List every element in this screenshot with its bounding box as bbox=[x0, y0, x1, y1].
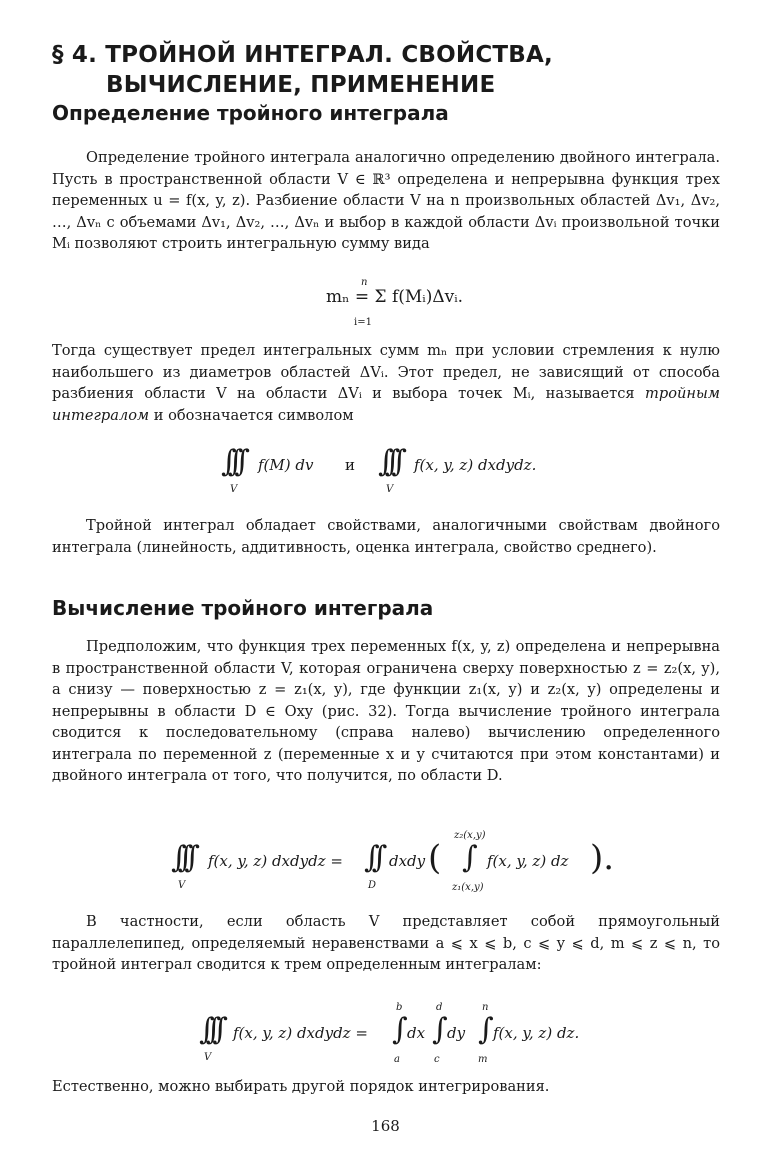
chapter-title-line2: ВЫЧИСЛЕНИЕ, ПРИМЕНЕНИЕ bbox=[106, 72, 496, 98]
section-title-computation: Вычисление тройного интеграла bbox=[52, 596, 434, 620]
chapter-title-line1: § 4. ТРОЙНОЙ ИНТЕГРАЛ. СВОЙСТВА, bbox=[52, 42, 553, 68]
region-label: D bbox=[368, 880, 377, 891]
integrand: f(M) dv bbox=[258, 456, 314, 474]
formula-integral-sum bbox=[0, 277, 771, 335]
paragraph-definition bbox=[52, 147, 720, 255]
integral-sign: ∫ bbox=[478, 1012, 485, 1047]
region-label: V bbox=[230, 484, 238, 495]
paragraph-text: Тройной интеграл обладает свойствами, аналогичными свойствам двойного интеграла (линейность, аддитивность, оценка интеграла, свойство среднего). bbox=[52, 517, 720, 556]
lower-limit-m: m bbox=[478, 1054, 488, 1065]
paragraph-limit bbox=[52, 340, 720, 426]
paragraph-text: Естественно, можно выбирать другой порядок интегрирования. bbox=[52, 1078, 550, 1095]
sum-formula: mₙ = Σ f(Mᵢ)Δvᵢ. bbox=[326, 287, 464, 307]
integrand: f(x, y, z) dz bbox=[487, 852, 569, 870]
conjunction: и bbox=[345, 456, 355, 474]
differential: dy bbox=[447, 1024, 466, 1042]
paragraph-text: Определение тройного интеграла аналогично определению двойного интеграла. Пусть в пространственной области V ∈ ℝ³ определена и непрерывна функция трех переменных u = f(x, y, z). Разбиение области V на n произвольных областей Δv₁, Δv₂, …, Δvₙ с объемами Δv₁, Δv₂, …, Δvₙ и выбор в каждой области Δvᵢ произвольной точки Mᵢ позволяют строить интегральную сумму вида bbox=[52, 149, 720, 252]
triple-integral-sign: ∫∫∫ bbox=[199, 1012, 219, 1047]
region-label: V bbox=[386, 484, 394, 495]
upper-limit: z₂(x,y) bbox=[454, 830, 486, 841]
left-paren: ( bbox=[428, 838, 442, 878]
upper-limit-d: d bbox=[436, 1002, 443, 1013]
right-paren: ). bbox=[590, 838, 615, 878]
chapter-title bbox=[52, 40, 553, 100]
triple-integral-sign: ∫∫∫ bbox=[221, 444, 241, 479]
integral-sign: ∫ bbox=[392, 1012, 399, 1047]
differential: dxdy bbox=[389, 852, 426, 870]
lower-limit-c: c bbox=[434, 1054, 440, 1065]
paragraph-computation bbox=[52, 636, 720, 787]
lower-limit-a: a bbox=[394, 1054, 400, 1065]
upper-limit-b: b bbox=[396, 1002, 403, 1013]
formula-box bbox=[0, 1002, 771, 1064]
integrand: f(x, y, z) dxdydz = bbox=[233, 1024, 368, 1042]
paragraph-parallelepiped bbox=[52, 911, 720, 976]
formula-iterated bbox=[0, 830, 771, 892]
paragraph-order bbox=[52, 1076, 720, 1098]
paragraph-properties bbox=[52, 515, 720, 558]
integral-sign: ∫ bbox=[432, 1012, 439, 1047]
paragraph-text: и обозначается символом bbox=[149, 406, 354, 424]
formula-symbols bbox=[0, 444, 771, 504]
lower-limit: z₁(x,y) bbox=[452, 882, 484, 893]
section-title-definition: Определение тройного интеграла bbox=[52, 101, 449, 125]
triple-integral-sign: ∫∫∫ bbox=[171, 840, 191, 875]
sum-lower-limit: i=1 bbox=[354, 317, 372, 328]
region-label: V bbox=[204, 1052, 212, 1063]
paragraph-text: Тогда существует предел интегральных сумм mₙ при условии стремления к нулю наибольшего из диаметров областей ΔVᵢ. Этот предел, не зависящий от способа разбиения области V на области ΔVᵢ и выбора точек Mᵢ, называется bbox=[52, 342, 720, 402]
page-number: 168 bbox=[371, 1117, 400, 1135]
region-label: V bbox=[178, 880, 186, 891]
triple-integral-sign: ∫∫∫ bbox=[378, 444, 398, 479]
integrand: f(x, y, z) dxdydz = bbox=[208, 852, 343, 870]
upper-limit-n: n bbox=[482, 1002, 489, 1013]
double-integral-sign: ∫∫ bbox=[364, 840, 380, 875]
paragraph-text: Предположим, что функция трех переменных f(x, y, z) определена и непрерывна в пространственной области V, которая ограничена сверху поверхностью z = z₂(x, y), а снизу — поверхностью z = z₁(x, y), где функции z₁(x, y) и z₂(x, y) определены и непрерывны в области D ∈ Oxy (рис. 32). Тогда вычисление тройного интеграла сводится к последовательному (справа налево) вычислению определенного интеграла по переменной z (переменные x и y считаются при этом константами) и двойного интеграла от того, что получится, по области D. bbox=[52, 638, 720, 784]
integrand: f(x, y, z) dxdydz. bbox=[414, 456, 537, 474]
integrand: f(x, y, z) dz. bbox=[493, 1024, 580, 1042]
sum-upper-limit: n bbox=[361, 277, 368, 288]
differential: dx bbox=[407, 1024, 426, 1042]
term-triple-integral: тройным интегралом bbox=[52, 385, 720, 424]
paragraph-text: В частности, если область V представляет собой прямоугольный параллелепипед, определяемый неравенствами a ⩽ x ⩽ b, c ⩽ y ⩽ d, m ⩽ z ⩽ n, то тройной интеграл сводится к трем определенным интегралам: bbox=[52, 913, 720, 973]
integral-sign: ∫ bbox=[462, 840, 469, 875]
